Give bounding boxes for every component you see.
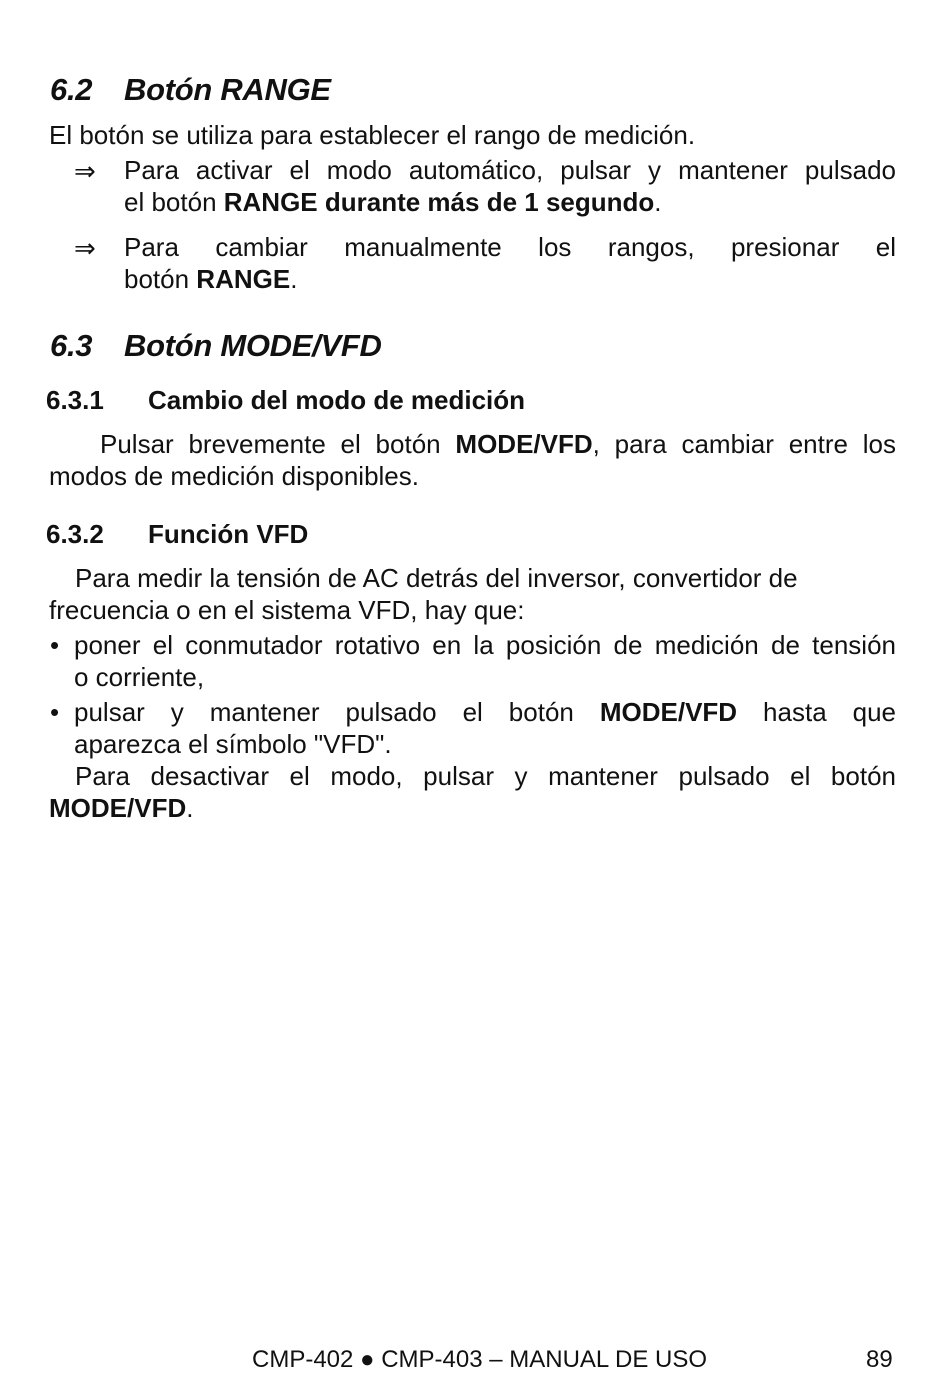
vfd-closing-line-1: Para desactivar el modo, pulsar y mantener pulsado el botón (75, 761, 896, 791)
page-number: 89 (866, 1346, 893, 1373)
section-title: Función VFD (148, 519, 309, 549)
section-6-3-heading (50, 328, 382, 364)
text-run: Pulsar brevemente el botón (100, 429, 456, 459)
section-6-3-1-line-2: modos de medición disponibles. (49, 461, 419, 491)
arrow-icon: ⇒ (74, 156, 96, 186)
section-number: 6.2 (50, 72, 93, 107)
text-run: . (186, 793, 194, 823)
vfd-bullet-2-line-2: aparezca el símbolo "VFD". (74, 729, 392, 759)
section-6-2-heading (50, 72, 331, 108)
section-6-2-intro: El botón se utiliza para establecer el rango de medición. (49, 120, 696, 150)
text-run: . (290, 264, 298, 294)
bullet-icon: • (50, 630, 60, 660)
text-run: . (654, 187, 662, 217)
arrow-icon: ⇒ (74, 233, 96, 263)
bold-run: RANGE durante más de 1 segundo (223, 187, 655, 217)
vfd-paragraph-line-1: Para medir la tensión de AC detrás del inversor, convertidor de (75, 563, 798, 593)
bold-run: RANGE (196, 264, 291, 294)
text-run: , para cambiar entre los (592, 429, 896, 459)
text-run: hasta que (737, 697, 896, 727)
bold-run: MODE/VFD (599, 697, 738, 727)
section-6-3-1-line-1 (100, 428, 896, 460)
vfd-closing-line-2 (49, 792, 193, 824)
text-run: el botón (124, 187, 224, 217)
section-title: Cambio del modo de medición (148, 385, 526, 415)
section-title: Botón MODE/VFD (124, 328, 382, 363)
bold-run: MODE/VFD (455, 429, 593, 459)
range-item-2-line-2 (124, 263, 297, 295)
text-run: botón (124, 264, 197, 294)
vfd-bullet-2-line-1 (74, 696, 896, 728)
vfd-paragraph-line-2: frecuencia o en el sistema VFD, hay que: (49, 595, 525, 625)
section-number: 6.3 (50, 328, 93, 363)
bold-run: MODE/VFD (49, 793, 187, 823)
range-item-1-line-1: Para activar el modo automático, pulsar y mantener pulsado (124, 155, 896, 185)
range-item-1-line-2 (124, 186, 662, 218)
range-item-2-line-1: Para cambiar manualmente los rangos, presionar el (124, 232, 896, 262)
bullet-icon: • (50, 697, 60, 727)
section-6-3-2-heading (46, 519, 308, 550)
section-title: Botón RANGE (124, 72, 331, 107)
footer-title: CMP-402 ● CMP-403 – MANUAL DE USO (252, 1346, 708, 1373)
text-run: pulsar y mantener pulsado el botón (74, 697, 600, 727)
vfd-bullet-1-line-2: o corriente, (74, 662, 205, 692)
section-number: 6.3.2 (46, 519, 104, 549)
section-number: 6.3.1 (46, 385, 104, 415)
vfd-bullet-1-line-1: poner el conmutador rotativo en la posición de medición de tensión (74, 630, 896, 660)
section-6-3-1-heading (46, 385, 525, 416)
